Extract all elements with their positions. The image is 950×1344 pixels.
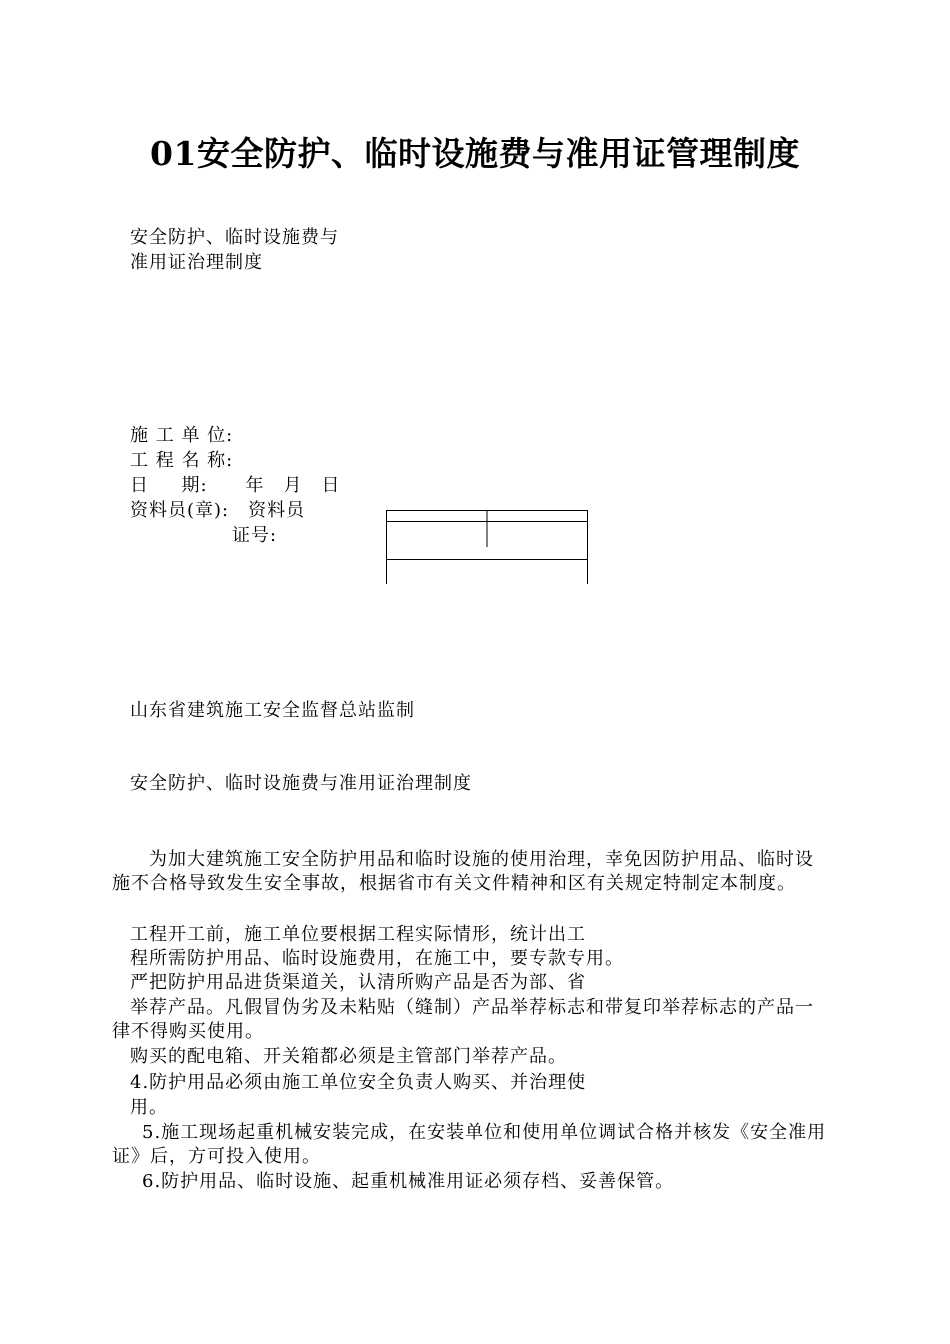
date-label: 日 期: 年 月 日 <box>130 475 341 496</box>
construction-unit-label: 施 工 单 位: <box>130 425 234 446</box>
project-name-label: 工 程 名 称: <box>130 450 234 471</box>
body-heading: 安全防护、临时设施费与准用证治理制度 <box>130 773 472 794</box>
paragraph-item: 用。 <box>130 1097 168 1118</box>
paragraph-item: 5.施工现场起重机械安装完成，在安装单位和使用单位调试合格并核发《安全准用证》后，方可投入使用。 <box>112 1122 827 1167</box>
page-title: 01安全防护、临时设施费与准用证管理制度 <box>150 134 800 173</box>
cover-subtitle-line-2: 准用证治理制度 <box>130 252 263 273</box>
clerk-label: 资料员(章): 资料员 <box>130 500 306 521</box>
paragraph-item: 4.防护用品必须由施工单位安全负责人购买、并治理使 <box>130 1072 587 1093</box>
paragraph-item: 工程开工前，施工单位要根据工程实际情形，统计出工 <box>130 924 586 945</box>
paragraph-item: 举荐产品。凡假冒伪劣及未粘贴（缝制）产品举荐标志和带复印举荐标志的产品一律不得购买使用。 <box>112 997 814 1042</box>
stamp-box <box>386 510 588 584</box>
paragraph-item: 6.防护用品、临时设施、起重机械准用证必须存档、妥善保管。 <box>142 1171 675 1192</box>
cover-subtitle-line-1: 安全防护、临时设施费与 <box>130 227 339 248</box>
certificate-number-label: 证号: <box>232 525 278 546</box>
supervisor-text: 山东省建筑施工安全监督总站监制 <box>130 700 415 721</box>
paragraph-intro: 为加大建筑施工安全防护用品和临时设施的使用治理，幸免因防护用品、临时设施不合格导致发生安全事故，根据省市有关文件精神和区有关规定特制定本制度。 <box>112 849 814 894</box>
paragraph-item: 严把防护用品进货渠道关，认清所购产品是否为部、省 <box>130 972 586 993</box>
paragraph-item: 购买的配电箱、开关箱都必须是主管部门举荐产品。 <box>130 1046 567 1067</box>
paragraph-item: 程所需防护用品、临时设施费用，在施工中，要专款专用。 <box>130 948 624 969</box>
stamp-box-lines <box>386 510 588 584</box>
